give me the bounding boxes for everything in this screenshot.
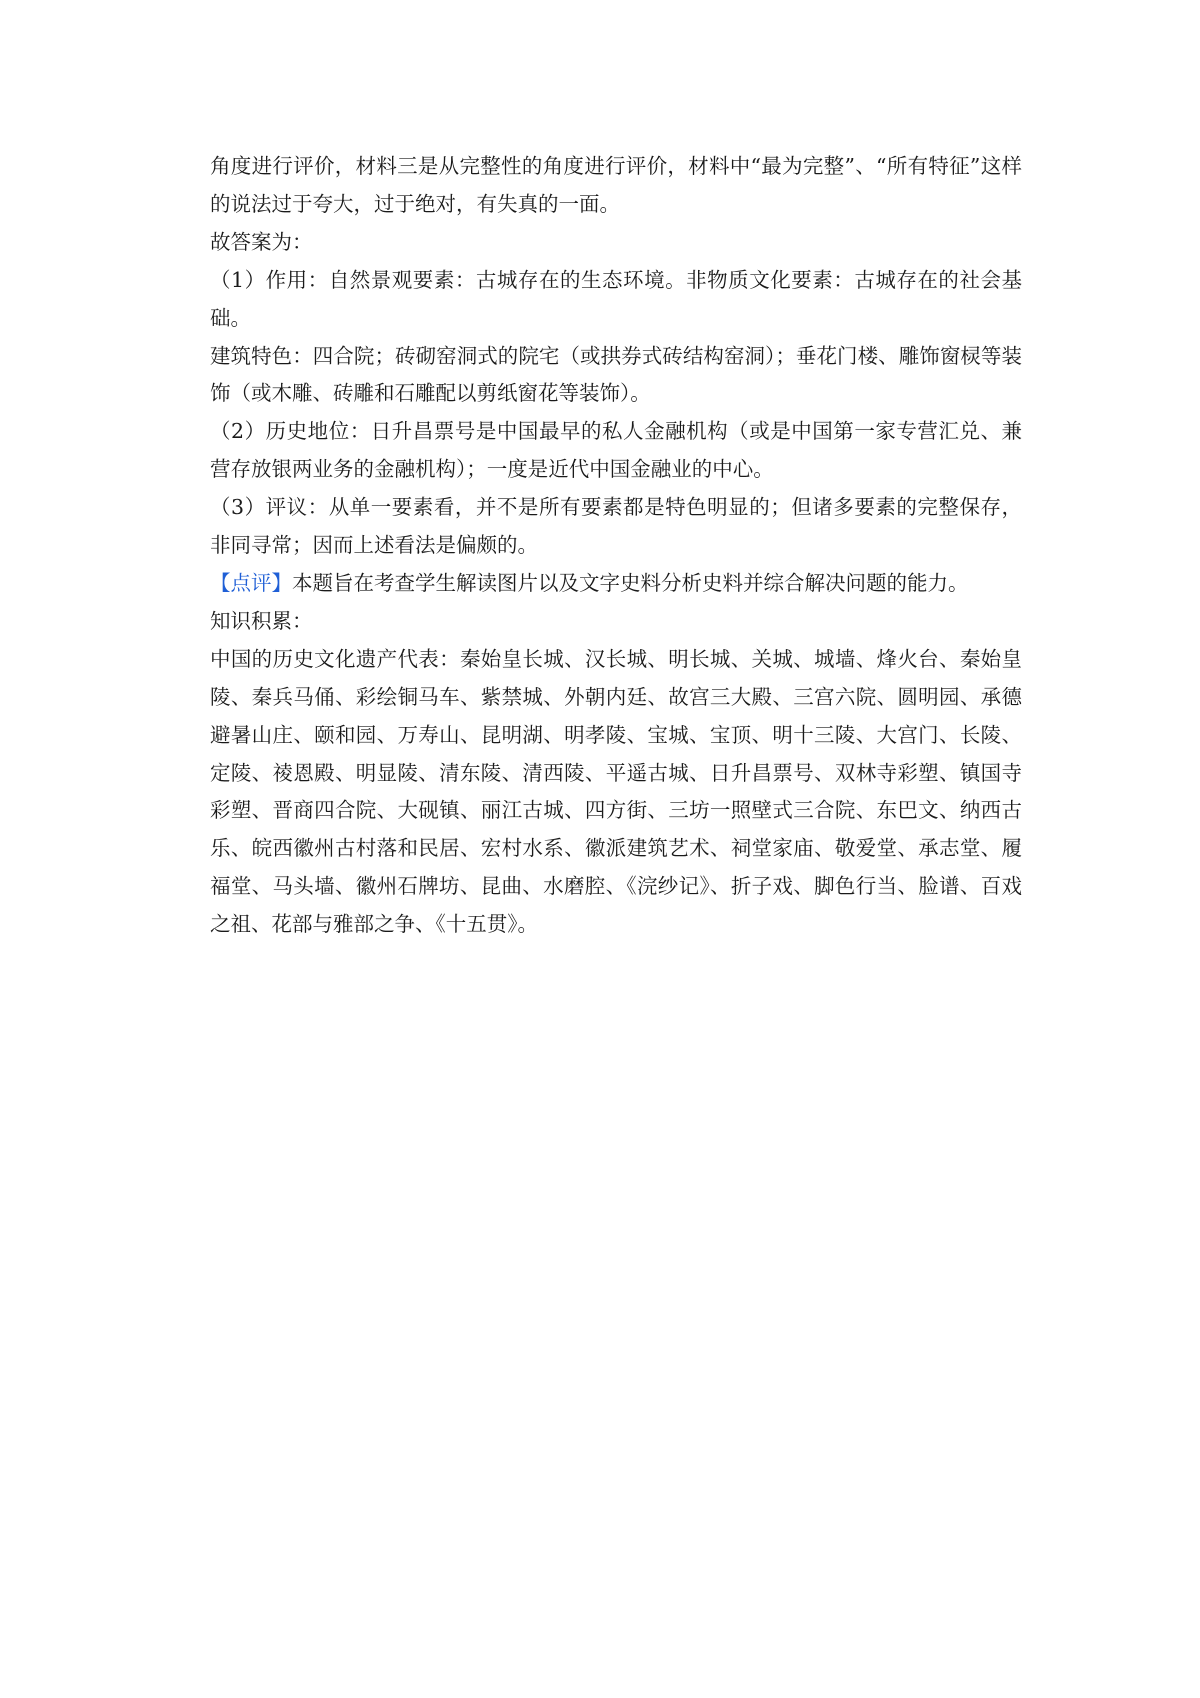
knowledge-paragraph: 中国的历史文化遗产代表：秦始皇长城、汉长城、明长城、关城、城墙、烽火台、秦始皇陵、秦兵马俑、彩绘铜马车、紫禁城、外朝内廷、故宫三大殿、三宫六院、圆明园、承德避暑山庄、颐和园、万寿山、昆明湖、明孝陵、宝城、宝顶、明十三陵、大宫门、长陵、定陵、祾恩殿、明显陵、清东陵、清西陵、平遥古城、日升昌票号、双林寺彩塑、镇国寺彩塑、晋商四合院、大砚镇、丽江古城、四方街、三坊一照壁式三合院、东巴文、纳西古乐、皖西徽州古村落和民居、宏村水系、徽派建筑艺术、祠堂家庙、敬爱堂、承志堂、履福堂、马头墙、徽州石牌坊、昆曲、水磨腔、《浣纱记》、折子戏、脚色行当、脸谱、百戏之祖、花部与雅部之争、《十五贯》。 [210, 646, 1022, 937]
answer-heading: 故答案为： [210, 229, 313, 254]
answer-q1-function: （1）作用：自然景观要素：古城存在的生态环境。非物质文化要素：古城存在的社会基础。 [210, 267, 1022, 330]
answer-q3-comment: （3）评议：从单一要素看，并不是所有要素都是特色明显的；但诸多要素的完整保存，非同寻常；因而上述看法是偏颇的。 [210, 495, 1022, 558]
review-tag: 【点评】 [210, 570, 292, 595]
analysis-continuation-paragraph: 角度进行评价，材料三是从完整性的角度进行评价，材料中“最为完整”、“所有特征”这样的说法过于夸大，过于绝对，有失真的一面。 [210, 154, 1022, 216]
review-paragraph [210, 565, 1022, 603]
review-text: 本题旨在考查学生解读图片以及文字史料分析史料并综合解决问题的能力。 [292, 570, 969, 595]
answer-q2-status: （2）历史地位：日升昌票号是中国最早的私人金融机构（或是中国第一家专营汇兑、兼营存放银两业务的金融机构）；一度是近代中国金融业的中心。 [210, 419, 1022, 482]
knowledge-heading: 知识积累： [210, 608, 313, 633]
answer-analysis-body [210, 148, 1022, 944]
answer-q1-architecture: 建筑特色：四合院；砖砌窑洞式的院宅（或拱券式砖结构窑洞）；垂花门楼、雕饰窗棂等装饰（或木雕、砖雕和石雕配以剪纸窗花等装饰）。 [210, 343, 1022, 406]
